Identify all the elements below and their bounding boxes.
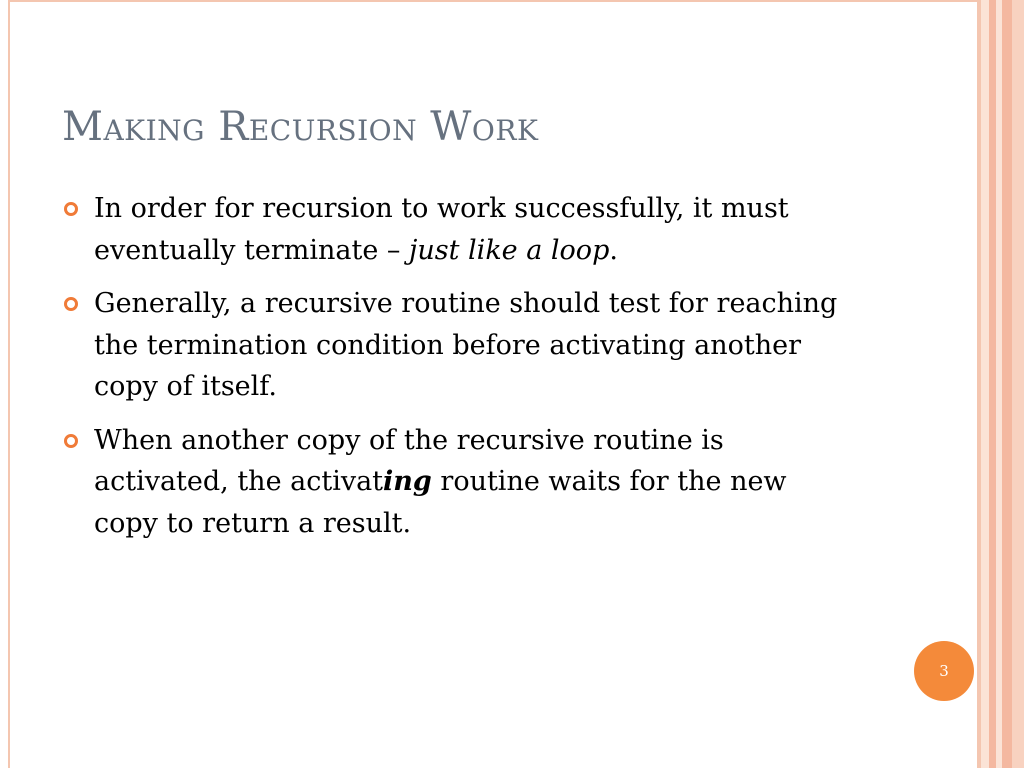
page-number-badge: 3 [914,641,974,701]
right-decor-stripe [1012,0,1024,768]
bullet-ring-icon [64,297,78,311]
bullet-ring-icon [64,202,78,216]
bullet-text: In order for recursion to work successfully, it must eventually terminate – [94,193,789,266]
right-decor-stripe [1002,0,1012,768]
top-frame-line [8,0,977,2]
right-decor-stripe [981,0,989,768]
bullet-emphasis: just like a loop [409,234,610,266]
bullet-emphasis: ing [383,466,432,497]
bullet-text: routine waits for the new copy to return a result. [94,466,787,539]
bullet-list [62,188,842,556]
bullet-text: When another copy of the recursive routine is activated, the activat [94,424,724,497]
bullet-text: Generally, a recursive routine should test for reaching the termination condition before activating another copy of itself. [94,288,838,402]
bullet-item [62,188,842,271]
bullet-item [62,283,842,408]
left-frame-line [8,0,10,768]
right-decor-stripe [989,0,996,768]
bullet-item [62,420,842,545]
bullet-ring-icon [64,434,78,448]
slide-title: Making Recursion Work [62,104,539,150]
bullet-text: . [609,234,618,266]
